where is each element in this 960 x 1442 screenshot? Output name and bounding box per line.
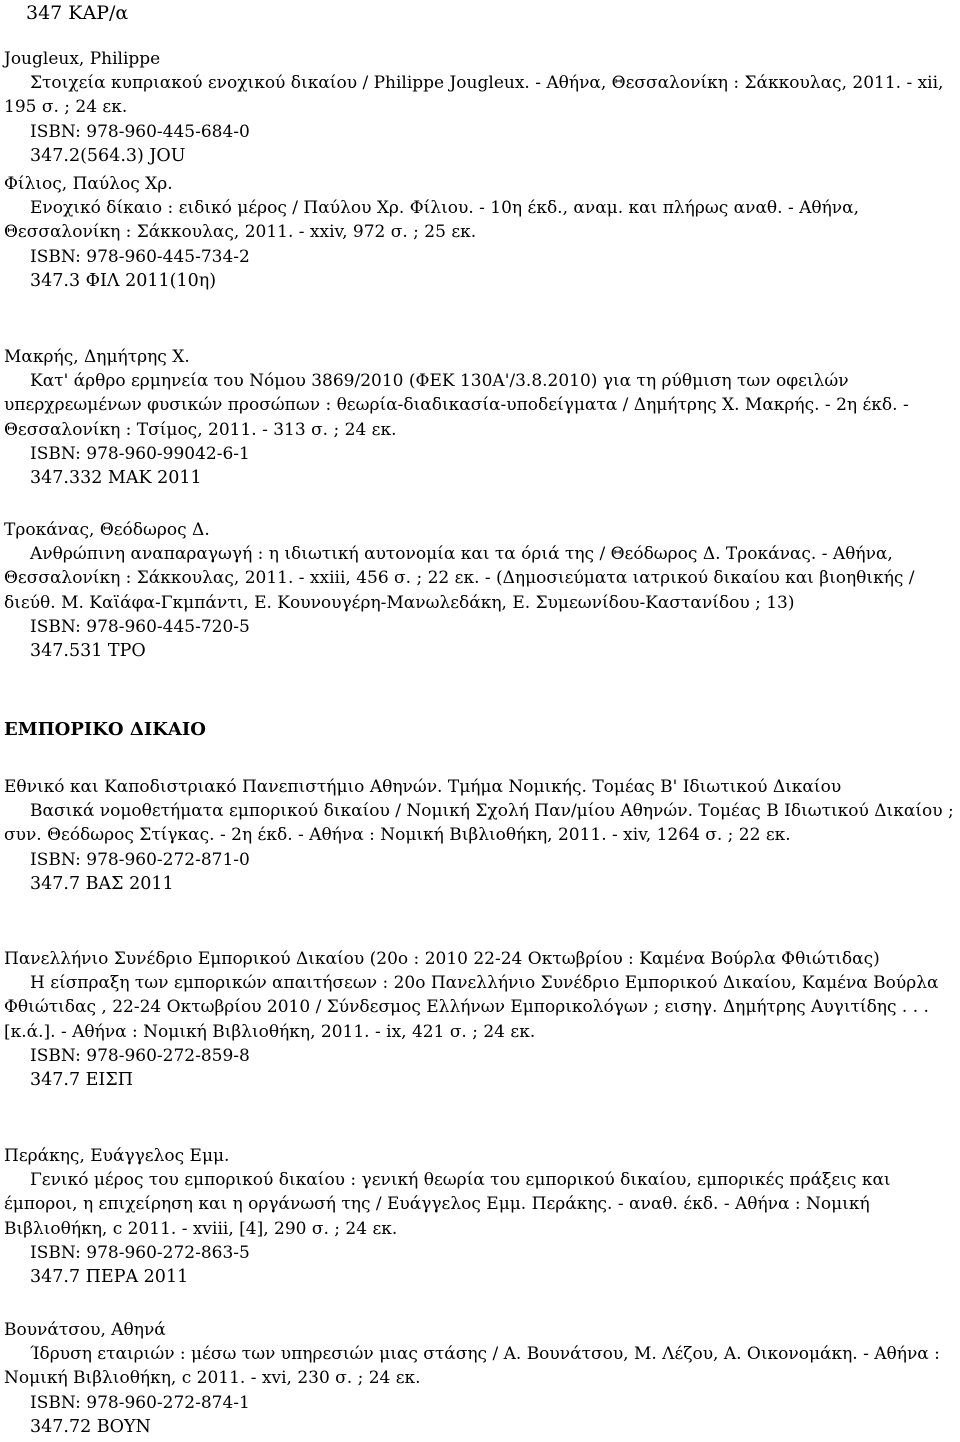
page-heading: 347 ΚΑΡ/α — [26, 2, 129, 24]
entry-isbn: ISBN: 978-960-272-874-1 — [30, 1392, 250, 1413]
catalog-entry — [4, 172, 954, 293]
entry-description: Ανθρώπινη αναπαραγωγή : η ιδιωτική αυτονομία και τα όριά της / Θεόδωρος Δ. Τροκάνας. - Αθήνα, Θεσσαλονίκη : Σάκκουλας, 2011. - xxiii, 456 σ. ; 22 εκ. - (Δημοσιεύματα ιατρικού δικαίου και βιοηθικής / διεύθ. Μ. Καϊάφα-Γκμπάντι, Ε. Κουνουγέρη-Μανωλεδάκη, Ε. Συμεωνίδου-Καστανίδου ; 13) — [4, 544, 915, 613]
entry-author: Jougleux, Philippe — [4, 49, 161, 69]
entry-description: Βασικά νομοθετήματα εμπορικού δικαίου / Νομική Σχολή Παν/μίου Αθηνών. Τομέας Β Ιδιωτικού Δικαίου ; συν. Θεόδωρος Στίγκας. - 2η έκδ. - Αθήνα : Νομική Βιβλιοθήκη, 2011. - xiv, 1264 σ. ; 22 εκ. — [4, 801, 954, 846]
catalog-entry — [4, 345, 954, 490]
entry-isbn: ISBN: 978-960-99042-6-1 — [30, 443, 250, 464]
entry-call-number: 347.3 ΦΙΛ 2011(10η) — [30, 270, 217, 291]
entry-author: Φίλιος, Παύλος Χρ. — [4, 174, 173, 194]
catalog-entry — [4, 1144, 954, 1289]
entry-call-number: 347.72 ΒΟΥΝ — [30, 1416, 151, 1437]
entry-isbn: ISBN: 978-960-445-720-5 — [30, 616, 250, 637]
entry-call-number: 347.7 ΕΙΣΠ — [30, 1070, 133, 1091]
entry-description: Κατ' άρθρο ερμηνεία του Νόμου 3869/2010 (ΦΕΚ 130Α'/3.8.2010) για τη ρύθμιση των οφειλών υπερχρεωμένων φυσικών προσώπων : θεωρία-διαδικασία-υποδείγματα / Δημήτρης Χ. Μακρής. - 2η έκδ. - Θεσσαλονίκη : Τσίμος, 2011. - 313 σ. ; 24 εκ. — [4, 371, 909, 440]
entry-description: Ίδρυση εταιριών : μέσω των υπηρεσιών μιας στάσης / Α. Βουνάτσου, Μ. Λέζου, Α. Οικονομάκη. - Αθήνα : Νομική Βιβλιοθήκη, c 2011. - xvi, 230 σ. ; 24 εκ. — [4, 1344, 940, 1389]
entry-description: Στοιχεία κυπριακού ενοχικού δικαίου / Philippe Jougleux. - Αθήνα, Θεσσαλονίκη : Σάκκουλας, 2011. - xii, 195 σ. ; 24 εκ. — [4, 73, 944, 118]
entry-description: Γενικό μέρος του εμπορικού δικαίου : γενική θεωρία του εμπορικού δικαίου, εμπορικές πράξεις και έμποροι, η επιχείρηση και η οργάνωσή της / Ευάγγελος Εμμ. Περάκης. - αναθ. έκδ. - Αθήνα : Νομική Βιβλιοθήκη, c 2011. - xviii, [4], 290 σ. ; 24 εκ. — [4, 1170, 891, 1239]
entry-isbn: ISBN: 978-960-272-871-0 — [30, 849, 250, 870]
entry-call-number: 347.7 ΒΑΣ 2011 — [30, 873, 174, 894]
entry-call-number: 347.2(564.3) JOU — [30, 145, 186, 166]
catalog-entry — [4, 1318, 954, 1439]
catalog-entry — [4, 775, 954, 896]
entry-author: Πανελλήνιο Συνέδριο Εμπορικού Δικαίου (20ο : 2010 22-24 Οκτωβρίου : Καμένα Βούρλα Φθιώτιδας) — [4, 949, 880, 969]
section-title: ΕΜΠΟΡΙΚΟ ΔΙΚΑΙΟ — [4, 719, 206, 740]
entry-isbn: ISBN: 978-960-445-734-2 — [30, 246, 250, 267]
entry-isbn: ISBN: 978-960-272-863-5 — [30, 1242, 250, 1263]
entry-author: Τροκάνας, Θεόδωρος Δ. — [4, 520, 210, 540]
entry-author: Περάκης, Ευάγγελος Εμμ. — [4, 1146, 230, 1166]
entry-call-number: 347.7 ΠΕΡΑ 2011 — [30, 1267, 189, 1288]
catalog-entry — [4, 518, 954, 663]
entry-author: Εθνικό και Καποδιστριακό Πανεπιστήμιο Αθηνών. Τμήμα Νομικής. Τομέας Β' Ιδιωτικού Δικαίου — [4, 777, 842, 797]
entry-description: Ενοχικό δίκαιο : ειδικό μέρος / Παύλου Χρ. Φίλιου. - 10η έκδ., αναμ. και πλήρως αναθ. - Αθήνα, Θεσσαλονίκη : Σάκκουλας, 2011. - xxiv, 972 σ. ; 25 εκ. — [4, 198, 860, 243]
entry-author: Βουνάτσου, Αθηνά — [4, 1320, 166, 1340]
entry-author: Μακρής, Δημήτρης Χ. — [4, 347, 190, 367]
entry-call-number: 347.531 ΤΡΟ — [30, 641, 146, 662]
entry-call-number: 347.332 ΜΑΚ 2011 — [30, 468, 202, 489]
entry-description: Η είσπραξη των εμπορικών απαιτήσεων : 20ο Πανελλήνιο Συνέδριο Εμπορικού Δικαίου, Καμένα Βούρλα Φθιώτιδας , 22-24 Οκτωβρίου 2010 / Σύνδεσμος Ελλήνων Εμπορικολόγων ; εισηγ. Δημήτρης Αυγιτίδης . . . [κ.ά.]. - Αθήνα : Νομική Βιβλιοθήκη, 2011. - ix, 421 σ. ; 24 εκ. — [4, 973, 939, 1042]
catalog-entry — [4, 47, 954, 168]
entry-isbn: ISBN: 978-960-445-684-0 — [30, 121, 250, 142]
entry-isbn: ISBN: 978-960-272-859-8 — [30, 1045, 250, 1066]
catalog-entry — [4, 947, 954, 1092]
